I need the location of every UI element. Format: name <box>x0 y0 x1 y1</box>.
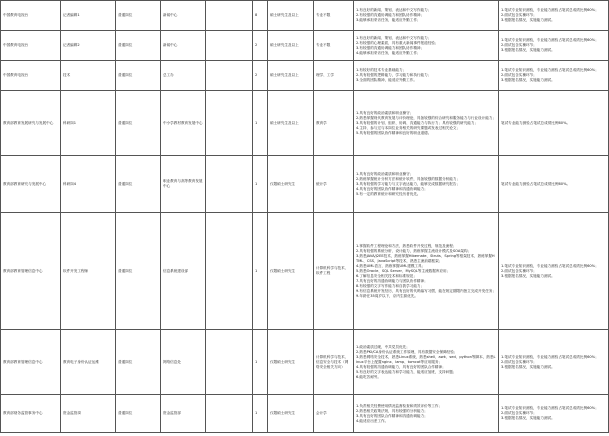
type-cell: 普通岗位 <box>116 1 161 31</box>
requirement-line: 2.具有较强的系统分析、设计能力，熟练掌握主流设计模式及SOA架构； <box>356 248 472 253</box>
requirement-line: 1.有较好的技术专业基础能力； <box>356 68 407 72</box>
num-cell: 2 <box>253 61 268 91</box>
note-line: 1.笔试专业知识测验，专业能力测验占笔试总成绩比例60%； <box>501 354 599 359</box>
requirement-line: 2.熟悉掌握现代教育发展与评价理论，具备较强的综合研究和服务能力与行业设计能力； <box>356 115 496 120</box>
unit-cell: 教育部教育管理信息中心 <box>1 330 61 395</box>
requirement-line: 4.能够承担采访任务，能适应外勤工作； <box>356 50 421 55</box>
edu-cell: 硕士研究生及以上 <box>268 91 314 156</box>
table-row <box>1 213 609 330</box>
post-cell: 技术 <box>61 61 116 91</box>
requirement-line: 9.年龄在35周岁以下，京内生源优先。 <box>356 293 418 298</box>
requirement-line: 4.主持、参与过与本岗位业务相关的研究课题或发表过相关论文； <box>356 125 461 130</box>
major-cell: 专业不限 <box>314 1 354 31</box>
edu-cell: 硕士研究生及以上 <box>268 61 314 91</box>
edu-cell: 仅限硕士研究生 <box>268 156 314 213</box>
requirements-cell <box>354 213 499 330</box>
major-cell: 计算机科学与技术、软件工程 <box>314 213 354 330</box>
requirement-line: 4.具有良好的团队协作精神和沟通协调能力； <box>356 186 428 191</box>
requirement-line: 1.具有良好的政治素质和职业操守； <box>356 171 414 176</box>
type-cell: 普通岗位 <box>116 330 161 395</box>
spacer-cell <box>206 61 253 91</box>
post-cell: 记者编辑2 <box>61 31 116 61</box>
type-cell: 普通岗位 <box>116 213 161 330</box>
requirement-line: 2.熟练掌握统计分析方法和统计软件，具备较强的数据分析能力； <box>356 176 461 181</box>
requirement-line: 6.能吃苦耐劳。 <box>356 374 381 379</box>
table-row <box>1 61 609 91</box>
requirement-line: 8.有较强的文字写作能力和自我学习能力； <box>356 283 425 288</box>
num-cell: 1 <box>253 395 268 433</box>
num-cell: 2 <box>253 31 268 61</box>
requirement-line: 2.熟悉PKI/CA身份认证系统工作原理，具有数据安全保障经验； <box>356 349 458 354</box>
unit-cell: 教育部教育研究与发展中心 <box>1 156 61 213</box>
post-cell: 教育电子身份认证运维 <box>61 330 116 395</box>
edu-cell: 仅限硕士研究生 <box>268 330 314 395</box>
unit-cell: 中国教育电视台 <box>1 61 61 91</box>
note-line: 1.笔试专业知识测验，专业能力测验占笔试总成绩比例60%； <box>501 406 599 410</box>
note-line: 3.根据报名情况，实施能力测试。 <box>501 78 555 82</box>
note-line: 2.面试包含实操环节； <box>501 411 537 415</box>
spacer-cell <box>206 213 253 330</box>
note-line: 3.根据报名情况，实施能力测试。 <box>501 18 555 22</box>
requirement-line: 3.熟悉网络安全技术，熟悉Linux系统，熟悉shell、awk、sed、python等脚本，熟悉Linux平台上配置nginx、lamp、tomcat等应用服务； <box>356 354 496 364</box>
dept-cell: 信息系统建设部 <box>161 213 206 330</box>
requirements-cell <box>354 31 499 61</box>
note-cell <box>499 156 609 213</box>
post-cell: 资金监管岗 <box>61 395 116 433</box>
requirement-line: 5.有良好的文字表达能力和学习能力，能适应加班，支持问题； <box>356 369 457 374</box>
spacer-cell <box>206 31 253 61</box>
requirement-line: 3.具有较强的学习能力与文字表达能力，能够完成数据研究报告； <box>356 181 461 186</box>
requirements-cell <box>354 156 499 213</box>
requirement-line: 1.有良好的新闻、策划、表达和中文写作能力； <box>356 35 432 40</box>
requirement-line: 6.了解信息安全相关技术和标准规范； <box>356 273 417 278</box>
major-cell: 教育学 <box>314 91 354 156</box>
note-cell <box>499 330 609 395</box>
note-line: 1.笔试专业知识测验，专业能力测验占笔试总成绩比例60%； <box>501 68 599 72</box>
table-row <box>1 156 609 213</box>
requirement-line: 3.全面的团队精神，能适应外勤工作。 <box>356 78 417 82</box>
type-cell: 普通岗位 <box>116 395 161 433</box>
spacer-cell <box>206 91 253 156</box>
requirement-line: 4.具有较强的沟通协调能力，具有良好的团队合作精神； <box>356 364 446 369</box>
note-cell <box>499 395 609 433</box>
type-cell: 普通岗位 <box>116 31 161 61</box>
requirements-cell <box>354 330 499 395</box>
note-line: 1.笔试专业知识测验，专业能力测验占笔试总成绩比例60%； <box>501 8 599 12</box>
note-line: 2.面试包含实操环节； <box>501 13 537 17</box>
num-cell: 8 <box>253 1 268 31</box>
note-line: 2.面试包含实操环节； <box>501 359 537 364</box>
requirement-line: 5.熟悉Oracle、SQL Server、MySQL等主流数据库应用； <box>356 268 451 273</box>
note-cell <box>499 1 609 31</box>
note-line: 2.面试包含实操环节； <box>501 73 537 77</box>
type-cell: 普通岗位 <box>116 61 161 91</box>
edu-cell: 仅限硕士研究生 <box>268 213 314 330</box>
note-line: 笔试专业能力测验占笔试总成绩比例60%。 <box>501 181 571 186</box>
table-row <box>1 395 609 433</box>
major-cell: 理学、工学 <box>314 61 354 91</box>
requirement-line: 7.具有良好的沟通协调能力与团队协作精神； <box>356 278 428 283</box>
note-cell <box>499 91 609 156</box>
dept-cell: 职业教育与高等教育发展中心 <box>161 156 206 213</box>
requirements-cell <box>354 1 499 31</box>
edu-cell: 硕士研究生及以上 <box>268 1 314 31</box>
post-cell: 科研岗1 <box>61 91 116 156</box>
requirement-line: 3.熟悉JAVA/J2EE技术，熟练掌握Hibernate、Struts、Spring等框架技术，熟练掌握HTML、CSS、JavaScript等技术，熟悉主流前端框架； <box>356 253 495 263</box>
requirement-line: 5.具有较强的团队协作精神和良好的职业道德。 <box>356 130 432 135</box>
unit-cell: 中国教育电视台 <box>1 31 61 61</box>
table-row <box>1 91 609 156</box>
requirement-line: 4.熟悉UML语言，熟练掌握UML建模工具； <box>356 263 426 268</box>
requirement-line: 3.能够承担采访任务，能适应外勤工作； <box>356 18 421 22</box>
dept-cell: 资金监管部 <box>161 395 206 433</box>
unit-cell: 教育部教育管理信息中心 <box>1 213 61 330</box>
note-line: 笔试专业能力测验占笔试总成绩比例60%。 <box>501 120 571 125</box>
requirement-line: 2.具有较强的逻辑能力，学习能力和执行能力； <box>356 73 432 77</box>
requirement-line: 3.具有良好的团队合作精神和沟通协调能力； <box>356 413 428 418</box>
major-cell: 会计学 <box>314 395 354 433</box>
note-cell <box>499 61 609 91</box>
note-cell <box>499 213 609 330</box>
num-cell: 1 <box>253 330 268 395</box>
dept-cell: 总工办 <box>161 61 206 91</box>
note-line: 3.根据报名情况，实施能力测试。 <box>501 48 555 52</box>
table-row <box>1 1 609 31</box>
dept-cell: 网络信息处 <box>161 330 206 395</box>
post-cell: 科研岗4 <box>61 156 116 213</box>
requirement-line: 2.有较强的心理素质，具有重大新闻事件报道经验； <box>356 40 439 45</box>
requirement-line: 4.能适应出差工作。 <box>356 418 389 423</box>
spacer-cell <box>206 1 253 31</box>
major-cell: 统计学 <box>314 156 354 213</box>
edu-cell: 仅限硕士研究生 <box>268 395 314 433</box>
dept-cell: 新闻中心 <box>161 31 206 61</box>
note-line: 1.笔试专业知识测验，专业能力测验占笔试总成绩比例60%； <box>501 263 599 268</box>
requirement-line: 1.具有良好的政治素质和职业操守； <box>356 110 414 115</box>
table-row <box>1 31 609 61</box>
unit-cell: 教育部财务监管事务中心 <box>1 395 61 433</box>
requirement-line: 1.有良好的新闻、策划、表达和中文写作能力； <box>356 8 432 12</box>
type-cell: 普通岗位 <box>116 156 161 213</box>
unit-cell: 中国教育电视台 <box>1 1 61 31</box>
requirement-line: 3.具有较强的计划、组织、协调、沟通能力与执行力；具有较强的研究能力； <box>356 120 479 125</box>
note-line: 3.根据报名情况，实施能力测试。 <box>501 416 555 420</box>
note-line: 3.根据报名情况，实施能力测试。 <box>501 273 555 278</box>
requirement-line: 1.负责相关经费使用情况监督检查和绩效评价等工作； <box>356 403 443 408</box>
requirements-cell <box>354 395 499 433</box>
requirement-line: 1.掌握软件工程理论和方法，熟悉软件开发过程，规范及流程； <box>356 243 457 248</box>
num-cell: 1 <box>253 213 268 330</box>
spacer-cell <box>206 395 253 433</box>
note-line: 1.笔试专业知识测验，专业能力测验占笔试总成绩比例60%； <box>501 38 599 42</box>
major-cell: 计算机科学与技术、信息安全与技术（网络安全相关方向） <box>314 330 354 395</box>
post-cell: 软件开发工程师 <box>61 213 116 330</box>
requirement-line: 2.有较强的沟通协调能力和团队协作精神； <box>356 13 425 17</box>
requirement-line: 9.有信息系统开发经历，具有良好的代码编写习惯，能在规定期限内独立完成开发任务； <box>356 288 496 293</box>
dept-cell: 中小学教材教育发展中心 <box>161 91 206 156</box>
post-cell: 记者编辑1 <box>61 1 116 31</box>
note-line: 2.面试包含实操环节； <box>501 268 537 273</box>
note-line: 3.根据报名情况，实施能力测试。 <box>501 364 555 369</box>
spacer-cell <box>206 330 253 395</box>
note-cell <box>499 31 609 61</box>
num-cell: 1 <box>253 156 268 213</box>
table-row <box>1 330 609 395</box>
requirement-line: 2.熟悉相关政策法规，具有较强的分析能力； <box>356 408 428 413</box>
requirement-line: 1.政治素质过硬，中共党员优先； <box>356 344 410 349</box>
dept-cell: 新闻中心 <box>161 1 206 31</box>
requirements-cell <box>354 91 499 156</box>
type-cell: 普通岗位 <box>116 91 161 156</box>
requirement-line: 3.有较强的沟通协调能力和团队协作精神； <box>356 45 425 50</box>
spacer-cell <box>206 156 253 213</box>
unit-cell: 教育部教育发展研究与发展中心 <box>1 91 61 156</box>
major-cell: 专业不限 <box>314 31 354 61</box>
requirements-cell <box>354 61 499 91</box>
requirement-line: 5.有一定的教育统计和研究经历者优先。 <box>356 191 421 196</box>
num-cell: 1 <box>253 91 268 156</box>
note-line: 2.面试包含实操环节； <box>501 43 537 47</box>
edu-cell: 硕士研究生及以上 <box>268 31 314 61</box>
